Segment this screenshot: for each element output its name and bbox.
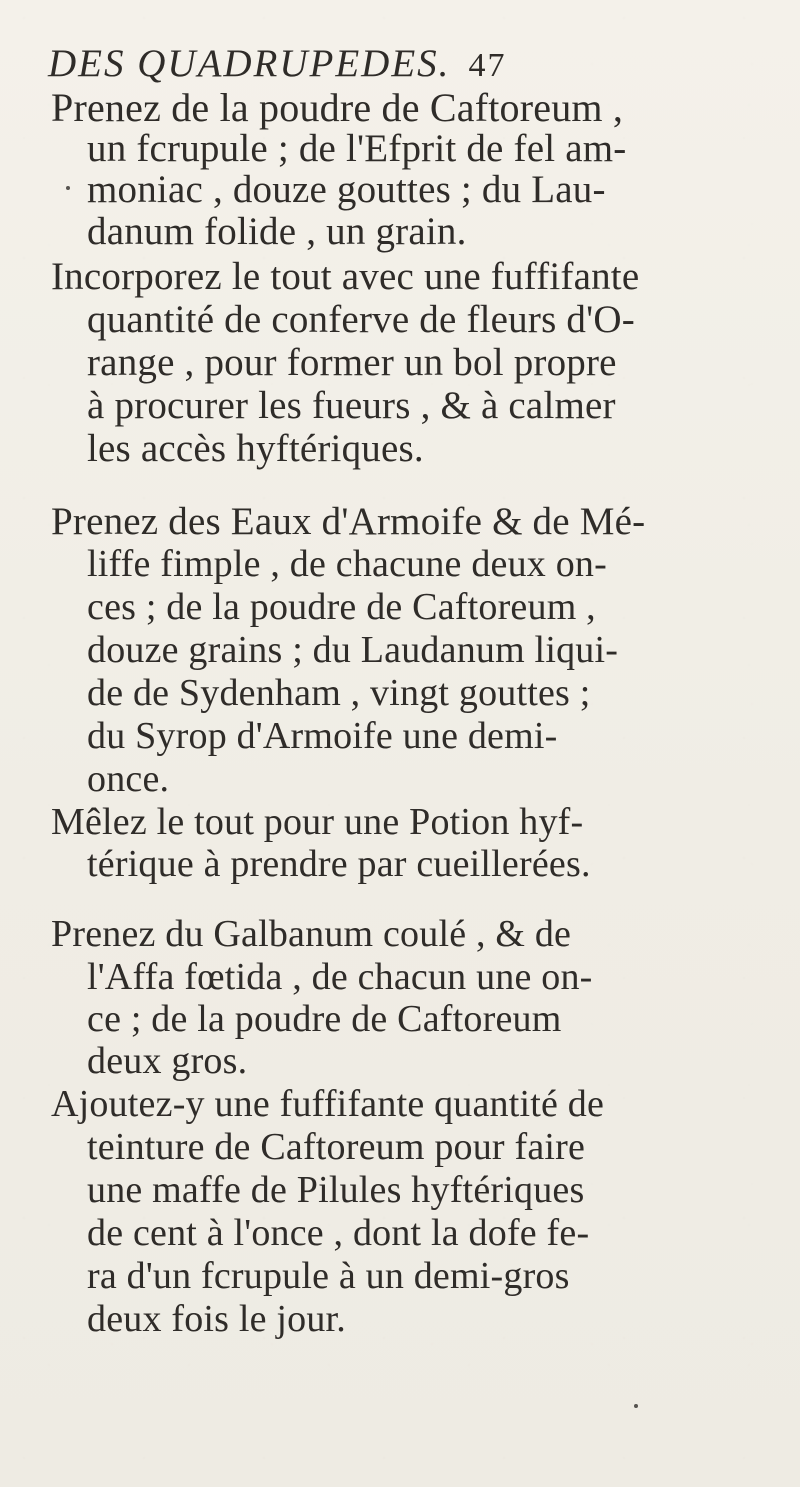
- section-1-line-4: danum folide , un grain.: [87, 210, 467, 253]
- section-2-line-6: du Syrop d'Armoife une demi-: [87, 715, 558, 757]
- section-1-line-6: quantité de conferve de fleurs d'O-: [87, 298, 635, 341]
- running-title: DES QUADRUPEDES.: [48, 42, 451, 85]
- running-header: [48, 44, 506, 83]
- section-3-line-1: Prenez du Galbanum coulé , & de: [51, 913, 572, 955]
- section-2-line-3: ces ; de la poudre de Caftoreum ,: [87, 586, 596, 628]
- section-1-line-7: range , pour former un bol propre: [87, 341, 617, 384]
- section-2-line-9: térique à prendre par cueillerées.: [87, 843, 591, 885]
- section-1-line-2: un fcrupule ; de l'Efprit de fel am-: [87, 127, 627, 170]
- section-2-line-4: douze grains ; du Laudanum liqui-: [87, 629, 619, 671]
- section-3-line-9: ra d'un fcrupule à un demi-gros: [87, 1255, 570, 1297]
- section-2-line-1: Prenez des Eaux d'Armoife & de Mé-: [51, 500, 646, 543]
- section-3-line-10: deux fois le jour.: [87, 1298, 347, 1340]
- section-3-line-2: l'Affa fœtida , de chacun une on-: [87, 956, 593, 998]
- section-3-line-4: deux gros.: [87, 1040, 248, 1082]
- ink-speck-bottom: [634, 1404, 638, 1408]
- section-3-line-5: Ajoutez-y une fuffifante quantité de: [51, 1083, 605, 1125]
- section-1-line-5: Incorporez le tout avec une fuffifante: [51, 255, 640, 298]
- section-3-line-7: une maffe de Pilules hyftériques: [87, 1169, 585, 1211]
- section-2-line-5: de de Sydenham , vingt gouttes ;: [87, 672, 591, 714]
- section-2-line-8: Mêlez le tout pour une Potion hyf-: [51, 801, 584, 843]
- ink-speck-left: [66, 186, 70, 190]
- section-3-line-6: teinture de Caftoreum pour faire: [87, 1126, 586, 1168]
- section-1-line-1: Prenez de la poudre de Caftoreum ,: [51, 85, 624, 130]
- section-2-line-7: once.: [87, 758, 170, 800]
- section-3-line-8: de cent à l'once , dont la dofe fe-: [87, 1212, 590, 1254]
- section-3-line-3: ce ; de la poudre de Caftoreum: [87, 998, 562, 1040]
- section-1-line-3: moniac , douze gouttes ; du Lau-: [87, 168, 606, 211]
- section-1-line-8: à procurer les fueurs , & à calmer: [87, 384, 616, 427]
- section-1-line-9: les accès hyftériques.: [87, 427, 424, 470]
- section-2-line-2: liffe fimple , de chacune deux on-: [87, 543, 607, 585]
- page-number: 47: [468, 47, 507, 84]
